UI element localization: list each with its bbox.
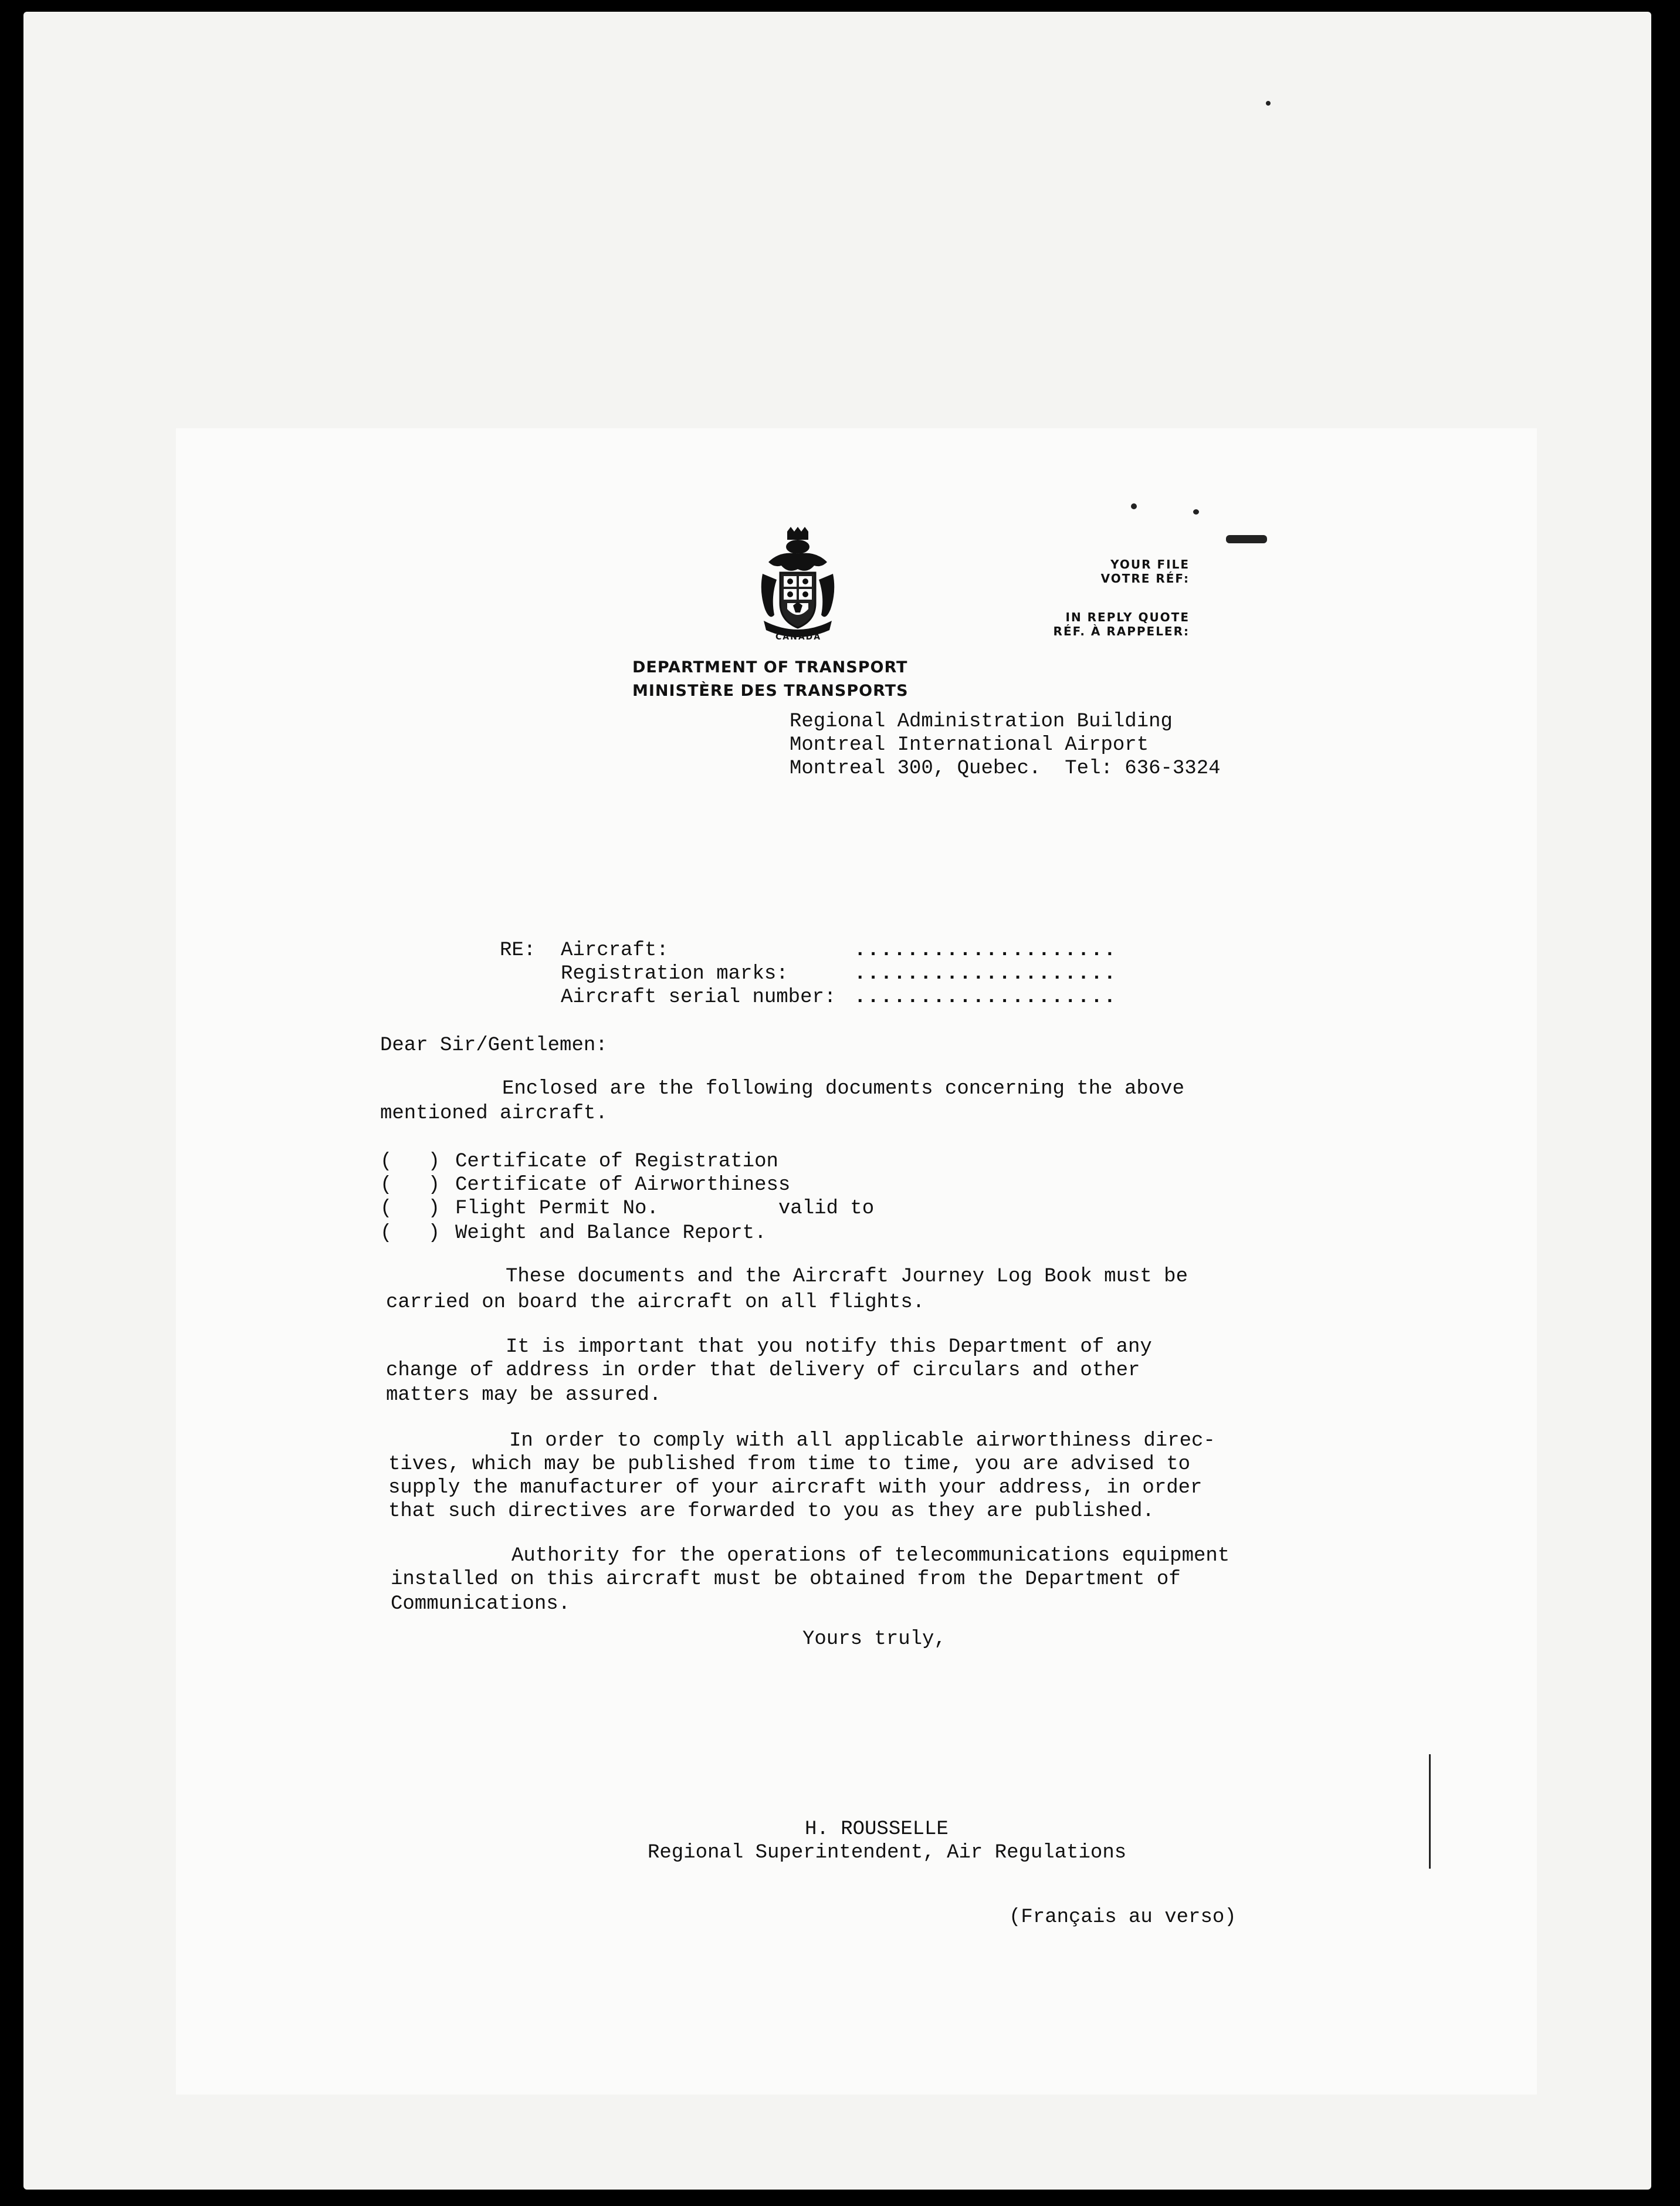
salutation: Dear Sir/Gentlemen: xyxy=(380,1034,608,1057)
paragraph-2-line-2: change of address in order that delivery of circulars and other xyxy=(386,1359,1140,1382)
crest-caption: CANADA xyxy=(775,632,822,642)
intro-line-2: mentioned aircraft. xyxy=(380,1102,608,1125)
re-field-serial-label: Aircraft serial number: xyxy=(561,986,836,1009)
checklist-box-4: ( ) xyxy=(380,1222,441,1244)
checklist-item-registration: Certificate of Registration xyxy=(455,1151,778,1173)
checklist-item-airworthiness: Certificate of Airworthiness xyxy=(455,1174,791,1196)
your-file-label-fr: VOTRE RÉF: xyxy=(1100,571,1190,586)
signature-title: Regional Superintendent, Air Regulations xyxy=(648,1842,1127,1864)
scan-speck xyxy=(1266,101,1271,106)
paragraph-3-line-3: supply the manufacturer of your aircraft with your address, in order xyxy=(388,1477,1203,1499)
re-field-serial-value: .................... xyxy=(854,986,1117,1009)
checklist-box-3: ( ) xyxy=(380,1197,441,1220)
scan-speck xyxy=(1226,535,1267,543)
paragraph-3-line-1: In order to comply with all applicable airworthiness direc- xyxy=(509,1430,1215,1452)
paragraph-4-line-2: installed on this aircraft must be obtained from the Department of xyxy=(391,1568,1181,1591)
scan-speck xyxy=(1131,503,1137,509)
margin-mark xyxy=(1429,1754,1431,1869)
checklist-item-flight-permit: Flight Permit No. valid to xyxy=(455,1197,875,1220)
paragraph-2-line-3: matters may be assured. xyxy=(386,1384,662,1406)
re-field-registration-label: Registration marks: xyxy=(561,963,788,985)
address-line-2: Montreal International Airport xyxy=(790,734,1149,756)
paragraph-1-line-2: carried on board the aircraft on all flights. xyxy=(386,1291,925,1314)
department-name-fr: MINISTÈRE DES TRANSPORTS xyxy=(632,682,909,700)
checklist-box-2: ( ) xyxy=(380,1174,441,1196)
re-field-aircraft-label: Aircraft: xyxy=(561,939,669,962)
address-line-1: Regional Administration Building xyxy=(790,710,1173,733)
re-field-aircraft-value: .................... xyxy=(854,939,1117,962)
department-name-en: DEPARTMENT OF TRANSPORT xyxy=(632,658,908,676)
canada-coat-of-arms-icon xyxy=(757,527,839,644)
scan-speck xyxy=(1193,509,1199,515)
paragraph-3-line-4: that such directives are forwarded to you as they are published. xyxy=(388,1500,1154,1522)
paragraph-1-line-1: These documents and the Aircraft Journey Log Book must be xyxy=(506,1266,1188,1288)
re-field-registration-value: .................... xyxy=(854,963,1117,985)
reply-quote-label-fr: RÉF. À RAPPELER: xyxy=(1053,624,1190,638)
paragraph-3-line-2: tives, which may be published from time to time, you are advised to xyxy=(388,1453,1191,1476)
footer-note: (Français au verso) xyxy=(1009,1906,1237,1928)
paragraph-2-line-1: It is important that you notify this Department of any xyxy=(506,1336,1152,1358)
paragraph-4-line-3: Communications. xyxy=(391,1593,571,1615)
reply-quote-label-en: IN REPLY QUOTE xyxy=(1065,610,1190,624)
checklist-item-weight-balance: Weight and Balance Report. xyxy=(455,1222,767,1244)
your-file-label-en: YOUR FILE xyxy=(1110,557,1190,571)
intro-line-1: Enclosed are the following documents concerning the above xyxy=(502,1078,1184,1100)
checklist-box-1: ( ) xyxy=(380,1151,441,1173)
closing: Yours truly, xyxy=(802,1628,946,1650)
address-line-3: Montreal 300, Quebec. Tel: 636-3324 xyxy=(790,757,1221,780)
re-label: RE: xyxy=(500,939,536,962)
signature-name: H. ROUSSELLE xyxy=(805,1818,949,1840)
paragraph-4-line-1: Authority for the operations of telecommunications equipment xyxy=(512,1545,1230,1567)
